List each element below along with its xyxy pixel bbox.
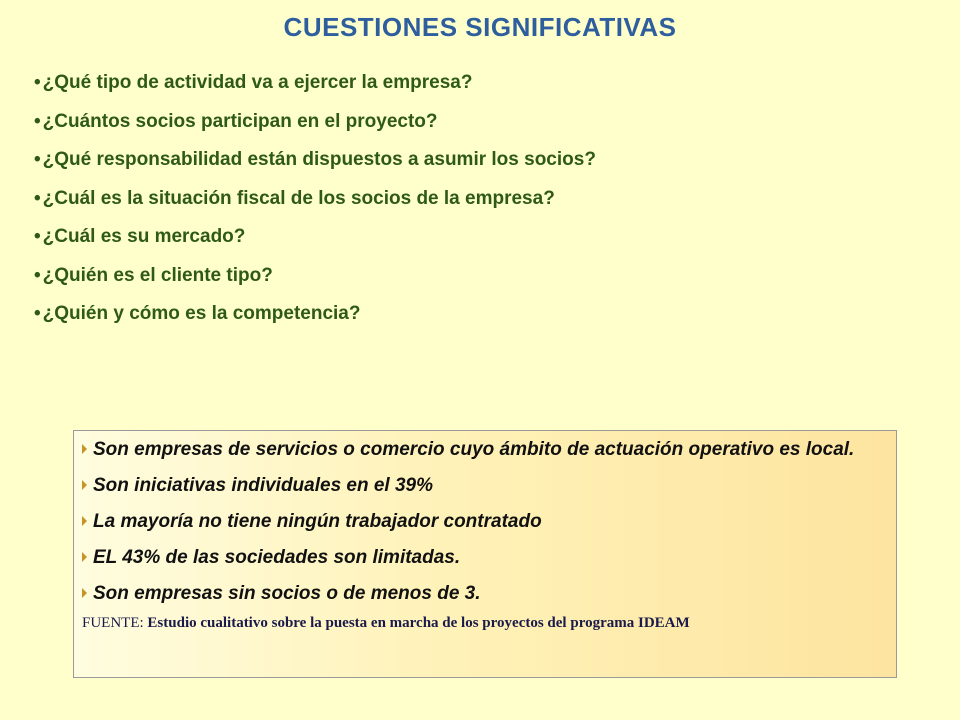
- fact-text: Son empresas de servicios o comercio cuyo ámbito de actuación operativo es local.: [93, 439, 855, 460]
- questions-list: [34, 70, 634, 340]
- list-item: [34, 109, 634, 134]
- arrow-right-icon: [82, 444, 87, 454]
- bullet-dot-icon: •: [34, 149, 41, 170]
- facts-box: [73, 430, 897, 678]
- list-item: [82, 509, 886, 534]
- bullet-dot-icon: •: [34, 303, 41, 324]
- question-text: ¿Cuál es la situación fiscal de los socios de la empresa?: [42, 187, 555, 209]
- bullet-dot-icon: •: [34, 264, 41, 286]
- bullet-dot-icon: •: [34, 187, 41, 209]
- list-item: [82, 473, 886, 498]
- list-item: [82, 581, 886, 606]
- source-text: Estudio cualitativo sobre la puesta en marcha de los proyectos del programa IDEAM: [147, 615, 690, 631]
- list-item: [34, 263, 634, 288]
- question-text: ¿Qué responsabilidad están dispuestos a asumir los socios?: [42, 149, 596, 170]
- arrow-right-icon: [82, 480, 87, 490]
- arrow-right-icon: [82, 552, 87, 562]
- arrow-right-icon: [82, 588, 87, 598]
- list-item: [34, 70, 634, 95]
- bullet-dot-icon: •: [34, 72, 41, 93]
- list-item: [34, 186, 634, 211]
- fact-text: Son empresas sin socios o de menos de 3.: [93, 583, 481, 604]
- question-text: ¿Qué tipo de actividad va a ejercer la empresa?: [42, 72, 473, 93]
- question-text: ¿Cuántos socios participan en el proyecto?: [42, 110, 438, 132]
- list-item: [34, 224, 634, 249]
- list-item: [34, 301, 634, 326]
- fact-text: La mayoría no tiene ningún trabajador contratado: [93, 511, 542, 532]
- bullet-dot-icon: •: [34, 110, 41, 132]
- source-label: FUENTE:: [82, 615, 144, 631]
- list-item: [82, 545, 886, 570]
- bullet-dot-icon: •: [34, 226, 41, 247]
- facts-list: [82, 437, 886, 606]
- fact-text: Son iniciativas individuales en el 39%: [93, 475, 434, 496]
- fact-text: EL 43% de las sociedades son limitadas.: [93, 547, 461, 568]
- question-text: ¿Cuál es su mercado?: [42, 226, 246, 247]
- page-title: CUESTIONES SIGNIFICATIVAS: [283, 12, 677, 42]
- arrow-right-icon: [82, 516, 87, 526]
- list-item: [34, 147, 634, 172]
- question-text: ¿Quién y cómo es la competencia?: [42, 303, 361, 324]
- question-text: ¿Quién es el cliente tipo?: [42, 264, 273, 286]
- list-item: [82, 437, 886, 462]
- source-note: [82, 615, 886, 632]
